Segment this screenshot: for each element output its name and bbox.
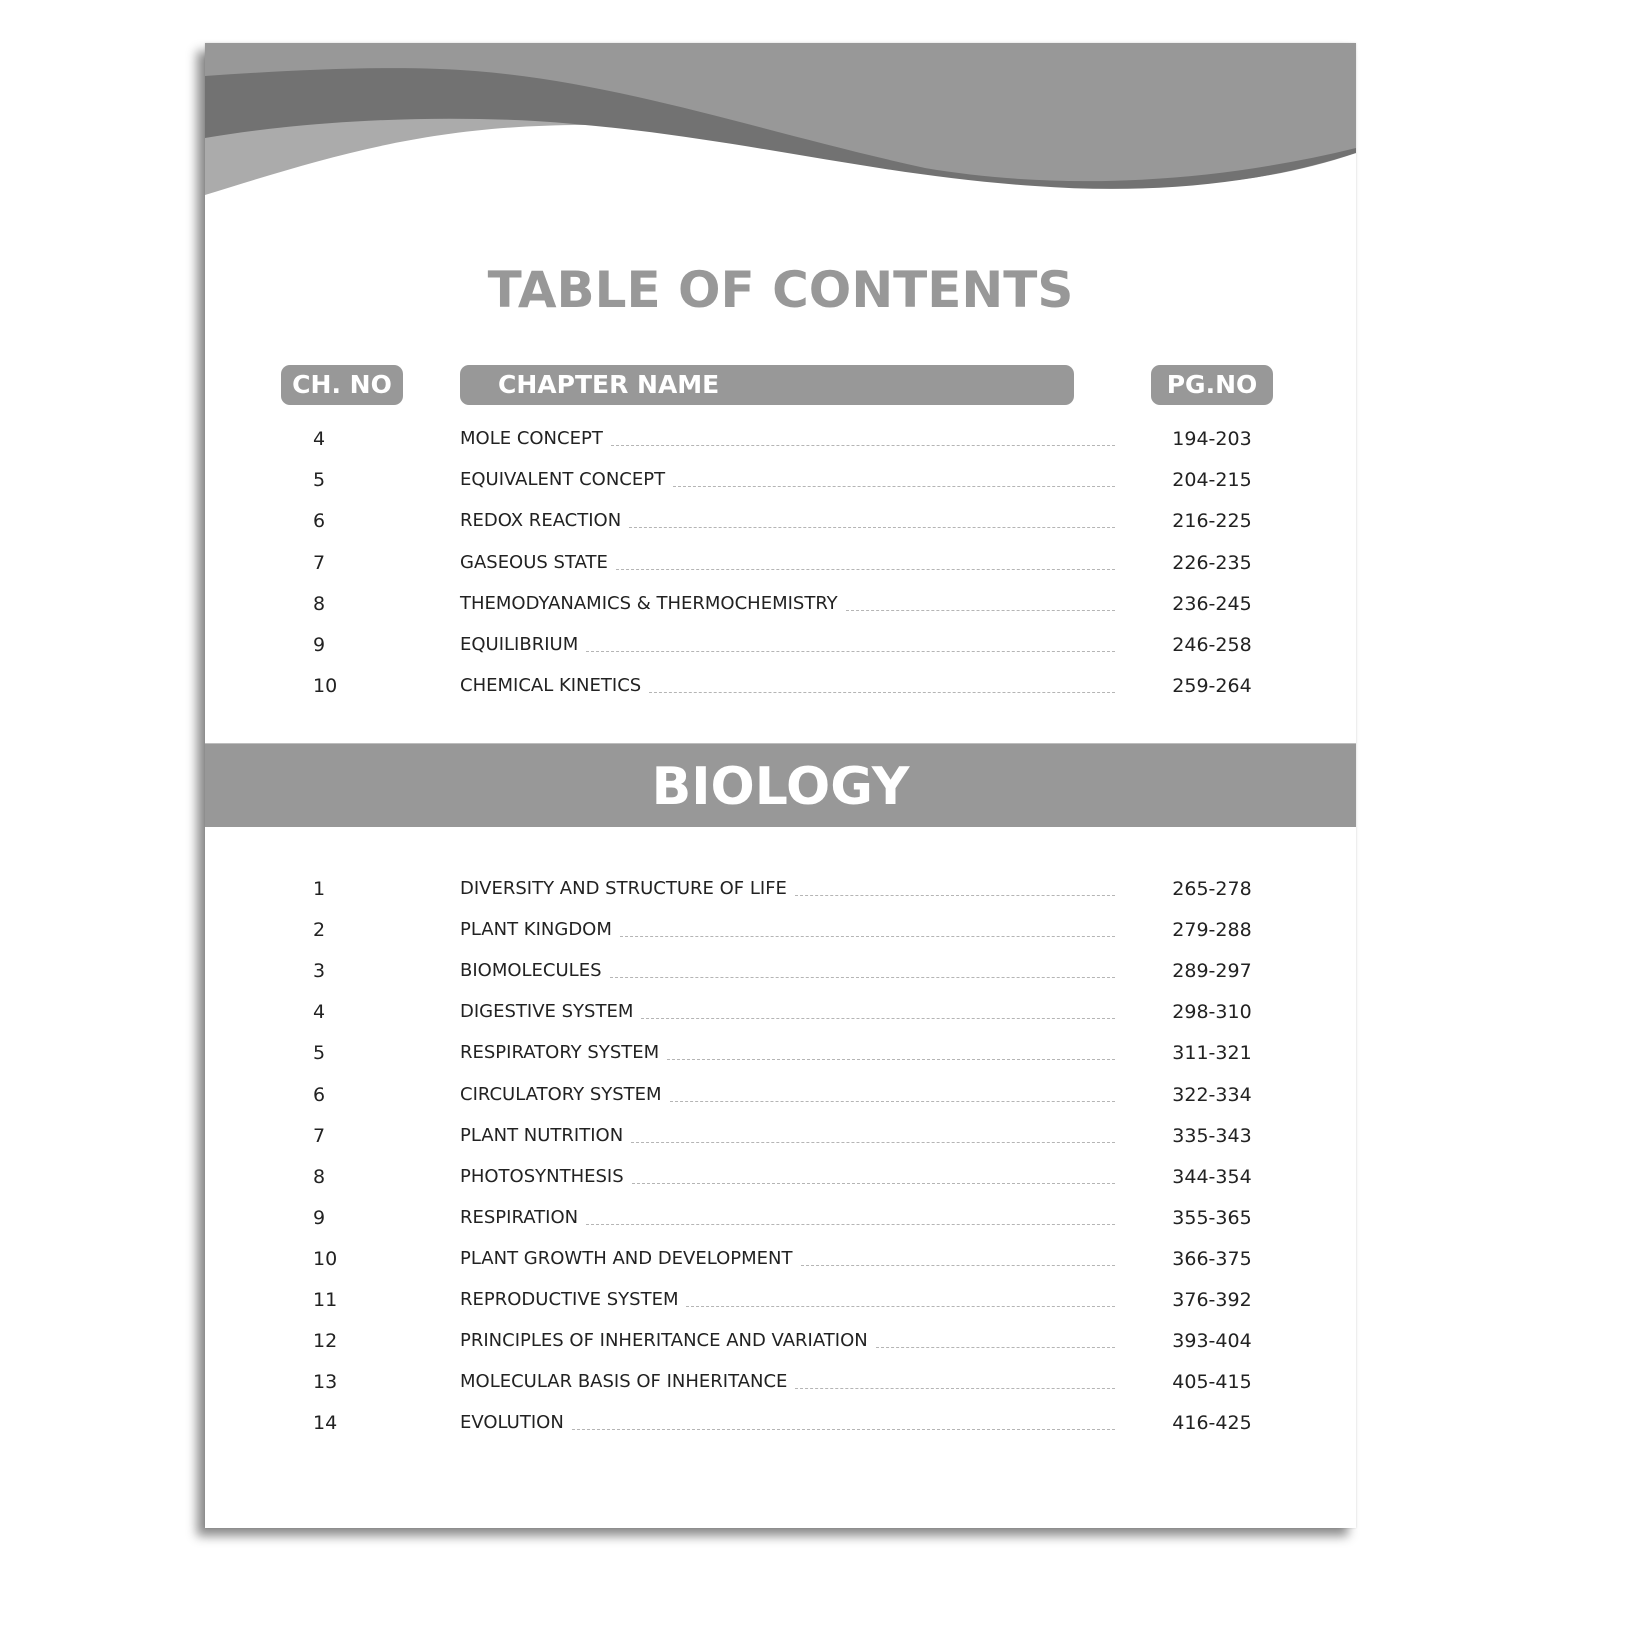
toc-entry[interactable] xyxy=(205,630,1356,660)
dotted-leader xyxy=(631,1142,1115,1143)
chapter-name: EQUILIBRIUM xyxy=(460,634,579,655)
toc-entry[interactable] xyxy=(205,589,1356,619)
chapter-name-cell xyxy=(460,1244,1115,1274)
toc-entry[interactable] xyxy=(205,1121,1356,1151)
chapter-name: GASEOUS STATE xyxy=(460,551,608,573)
dotted-leader xyxy=(641,1018,1115,1019)
toc-entry[interactable] xyxy=(205,1244,1356,1274)
dotted-leader xyxy=(632,1183,1115,1184)
chapter-name-cell xyxy=(460,1285,1115,1315)
page-range: 204-215 xyxy=(1172,469,1252,492)
dotted-leader xyxy=(620,936,1115,937)
toc-entry[interactable] xyxy=(205,1408,1356,1438)
chapter-name: REDOX REACTION xyxy=(460,510,622,532)
page-range: 393-404 xyxy=(1172,1330,1252,1353)
toc-entry[interactable] xyxy=(205,1367,1356,1397)
chapter-number: 7 xyxy=(313,1124,326,1147)
toc-entry[interactable] xyxy=(205,874,1356,904)
chapter-name: PHOTOSYNTHESIS xyxy=(460,1165,624,1187)
page-range: 246-258 xyxy=(1172,634,1252,656)
chapter-number: 14 xyxy=(313,1412,338,1435)
dotted-leader xyxy=(616,569,1115,570)
chapter-number: 9 xyxy=(313,634,326,656)
toc-entry[interactable] xyxy=(205,424,1356,454)
chapter-name-cell xyxy=(460,506,1115,536)
chapter-number: 13 xyxy=(313,1371,338,1394)
page-range: 279-288 xyxy=(1172,919,1252,942)
page-range: 289-297 xyxy=(1172,960,1252,983)
page-range: 416-425 xyxy=(1172,1412,1252,1435)
toc-entry[interactable] xyxy=(205,1285,1356,1315)
chapter-name: MOLECULAR BASIS OF INHERITANCE xyxy=(460,1371,788,1393)
column-header-chapter-no: CH. NO xyxy=(281,365,403,405)
toc-entry[interactable] xyxy=(205,671,1356,701)
chapter-number: 4 xyxy=(313,1001,326,1024)
dotted-leader xyxy=(586,651,1115,652)
chapter-number: 10 xyxy=(313,675,338,698)
chapter-name: MOLE CONCEPT xyxy=(460,428,603,449)
chapter-name: PLANT NUTRITION xyxy=(460,1124,624,1146)
chapter-name: EQUIVALENT CONCEPT xyxy=(460,469,666,491)
chapter-name: PLANT KINGDOM xyxy=(460,919,612,941)
dotted-leader xyxy=(667,1059,1115,1060)
chapter-number: 10 xyxy=(313,1247,338,1270)
chapter-name-cell xyxy=(460,424,1115,454)
page-range: 265-278 xyxy=(1172,878,1252,900)
document-page xyxy=(205,43,1356,1528)
dotted-leader xyxy=(611,445,1115,446)
section-banner-biology xyxy=(205,743,1356,827)
chapter-name: DIGESTIVE SYSTEM xyxy=(460,1001,634,1023)
page-range: 226-235 xyxy=(1172,551,1252,574)
dotted-leader xyxy=(629,527,1115,528)
chapter-number: 2 xyxy=(313,919,326,942)
page-range: 322-334 xyxy=(1172,1083,1252,1106)
page-range: 216-225 xyxy=(1172,510,1252,533)
chapter-name: PLANT GROWTH AND DEVELOPMENT xyxy=(460,1247,793,1269)
chapter-number: 9 xyxy=(313,1206,326,1229)
toc-entry[interactable] xyxy=(205,1038,1356,1068)
chapter-name-cell xyxy=(460,1203,1115,1233)
chapter-name: RESPIRATORY SYSTEM xyxy=(460,1042,660,1064)
toc-entry[interactable] xyxy=(205,1203,1356,1233)
chapter-name-cell xyxy=(460,671,1115,701)
dotted-leader xyxy=(673,486,1115,487)
toc-entry[interactable] xyxy=(205,506,1356,536)
toc-entry[interactable] xyxy=(205,997,1356,1027)
chapter-name-cell xyxy=(460,1038,1115,1068)
chapter-number: 1 xyxy=(313,878,326,900)
chapter-number: 8 xyxy=(313,592,326,615)
dotted-leader xyxy=(876,1347,1115,1348)
chapter-name-cell xyxy=(460,874,1115,904)
chapter-name: DIVERSITY AND STRUCTURE OF LIFE xyxy=(460,878,787,899)
dotted-leader xyxy=(649,692,1115,693)
chapter-name: BIOMOLECULES xyxy=(460,960,602,982)
page-range: 376-392 xyxy=(1172,1289,1252,1311)
chapter-number: 6 xyxy=(313,1083,326,1106)
chapter-number: 6 xyxy=(313,510,326,533)
dotted-leader xyxy=(572,1429,1115,1430)
chapter-name-cell xyxy=(460,915,1115,945)
toc-entry[interactable] xyxy=(205,1162,1356,1192)
page-range: 194-203 xyxy=(1172,428,1252,450)
toc-entry[interactable] xyxy=(205,465,1356,495)
chapter-name-cell xyxy=(460,1326,1115,1356)
page-range: 405-415 xyxy=(1172,1371,1252,1394)
dotted-leader xyxy=(586,1224,1115,1225)
page-title: TABLE OF CONTENTS xyxy=(487,261,1074,319)
dotted-leader xyxy=(610,977,1116,978)
chapter-name-cell xyxy=(460,465,1115,495)
chapter-name: PRINCIPLES OF INHERITANCE AND VARIATION xyxy=(460,1330,868,1352)
page-range: 335-343 xyxy=(1172,1124,1252,1147)
page-range: 259-264 xyxy=(1172,675,1252,698)
toc-entry[interactable] xyxy=(205,1080,1356,1110)
decorative-wave-header xyxy=(205,43,1356,203)
column-header-chapter-name: CHAPTER NAME xyxy=(460,365,1074,405)
toc-entry[interactable] xyxy=(205,915,1356,945)
chapter-number: 11 xyxy=(313,1289,338,1311)
chapter-number: 12 xyxy=(313,1330,338,1353)
chapter-name: CHEMICAL KINETICS xyxy=(460,675,642,697)
dotted-leader xyxy=(795,1388,1115,1389)
page-range: 355-365 xyxy=(1172,1206,1252,1229)
dotted-leader xyxy=(686,1306,1115,1307)
page-range: 311-321 xyxy=(1172,1042,1252,1065)
chapter-name: RESPIRATION xyxy=(460,1206,579,1228)
chapter-name-cell xyxy=(460,997,1115,1027)
chapter-number: 3 xyxy=(313,960,326,983)
section-title-biology: BIOLOGY xyxy=(651,757,910,817)
dotted-leader xyxy=(846,610,1115,611)
chapter-number: 8 xyxy=(313,1165,326,1188)
chapter-name: CIRCULATORY SYSTEM xyxy=(460,1083,662,1105)
page-range: 236-245 xyxy=(1172,592,1252,615)
dotted-leader xyxy=(801,1265,1115,1266)
chapter-name: EVOLUTION xyxy=(460,1412,564,1434)
chapter-name-cell xyxy=(460,956,1115,986)
chapter-number: 5 xyxy=(313,1042,326,1065)
dotted-leader xyxy=(795,895,1115,896)
chapter-number: 5 xyxy=(313,469,326,492)
chapter-name-cell xyxy=(460,548,1115,578)
toc-entry[interactable] xyxy=(205,1326,1356,1356)
toc-entry[interactable] xyxy=(205,956,1356,986)
chapter-number: 4 xyxy=(313,428,326,450)
chapter-name-cell xyxy=(460,1080,1115,1110)
chapter-name-cell xyxy=(460,630,1115,660)
chapter-name-cell xyxy=(460,589,1115,619)
chapter-number: 7 xyxy=(313,551,326,574)
chapter-name-cell xyxy=(460,1408,1115,1438)
chapter-name: THEMODYANAMICS & THERMOCHEMISTRY xyxy=(460,592,838,614)
chapter-name: REPRODUCTIVE SYSTEM xyxy=(460,1289,679,1310)
dotted-leader xyxy=(670,1101,1115,1102)
toc-entry[interactable] xyxy=(205,548,1356,578)
page-range: 298-310 xyxy=(1172,1001,1252,1024)
page-range: 344-354 xyxy=(1172,1165,1252,1188)
column-header-page-no: PG.NO xyxy=(1151,365,1273,405)
chapter-name-cell xyxy=(460,1367,1115,1397)
chapter-name-cell xyxy=(460,1162,1115,1192)
chapter-name-cell xyxy=(460,1121,1115,1151)
page-range: 366-375 xyxy=(1172,1247,1252,1270)
